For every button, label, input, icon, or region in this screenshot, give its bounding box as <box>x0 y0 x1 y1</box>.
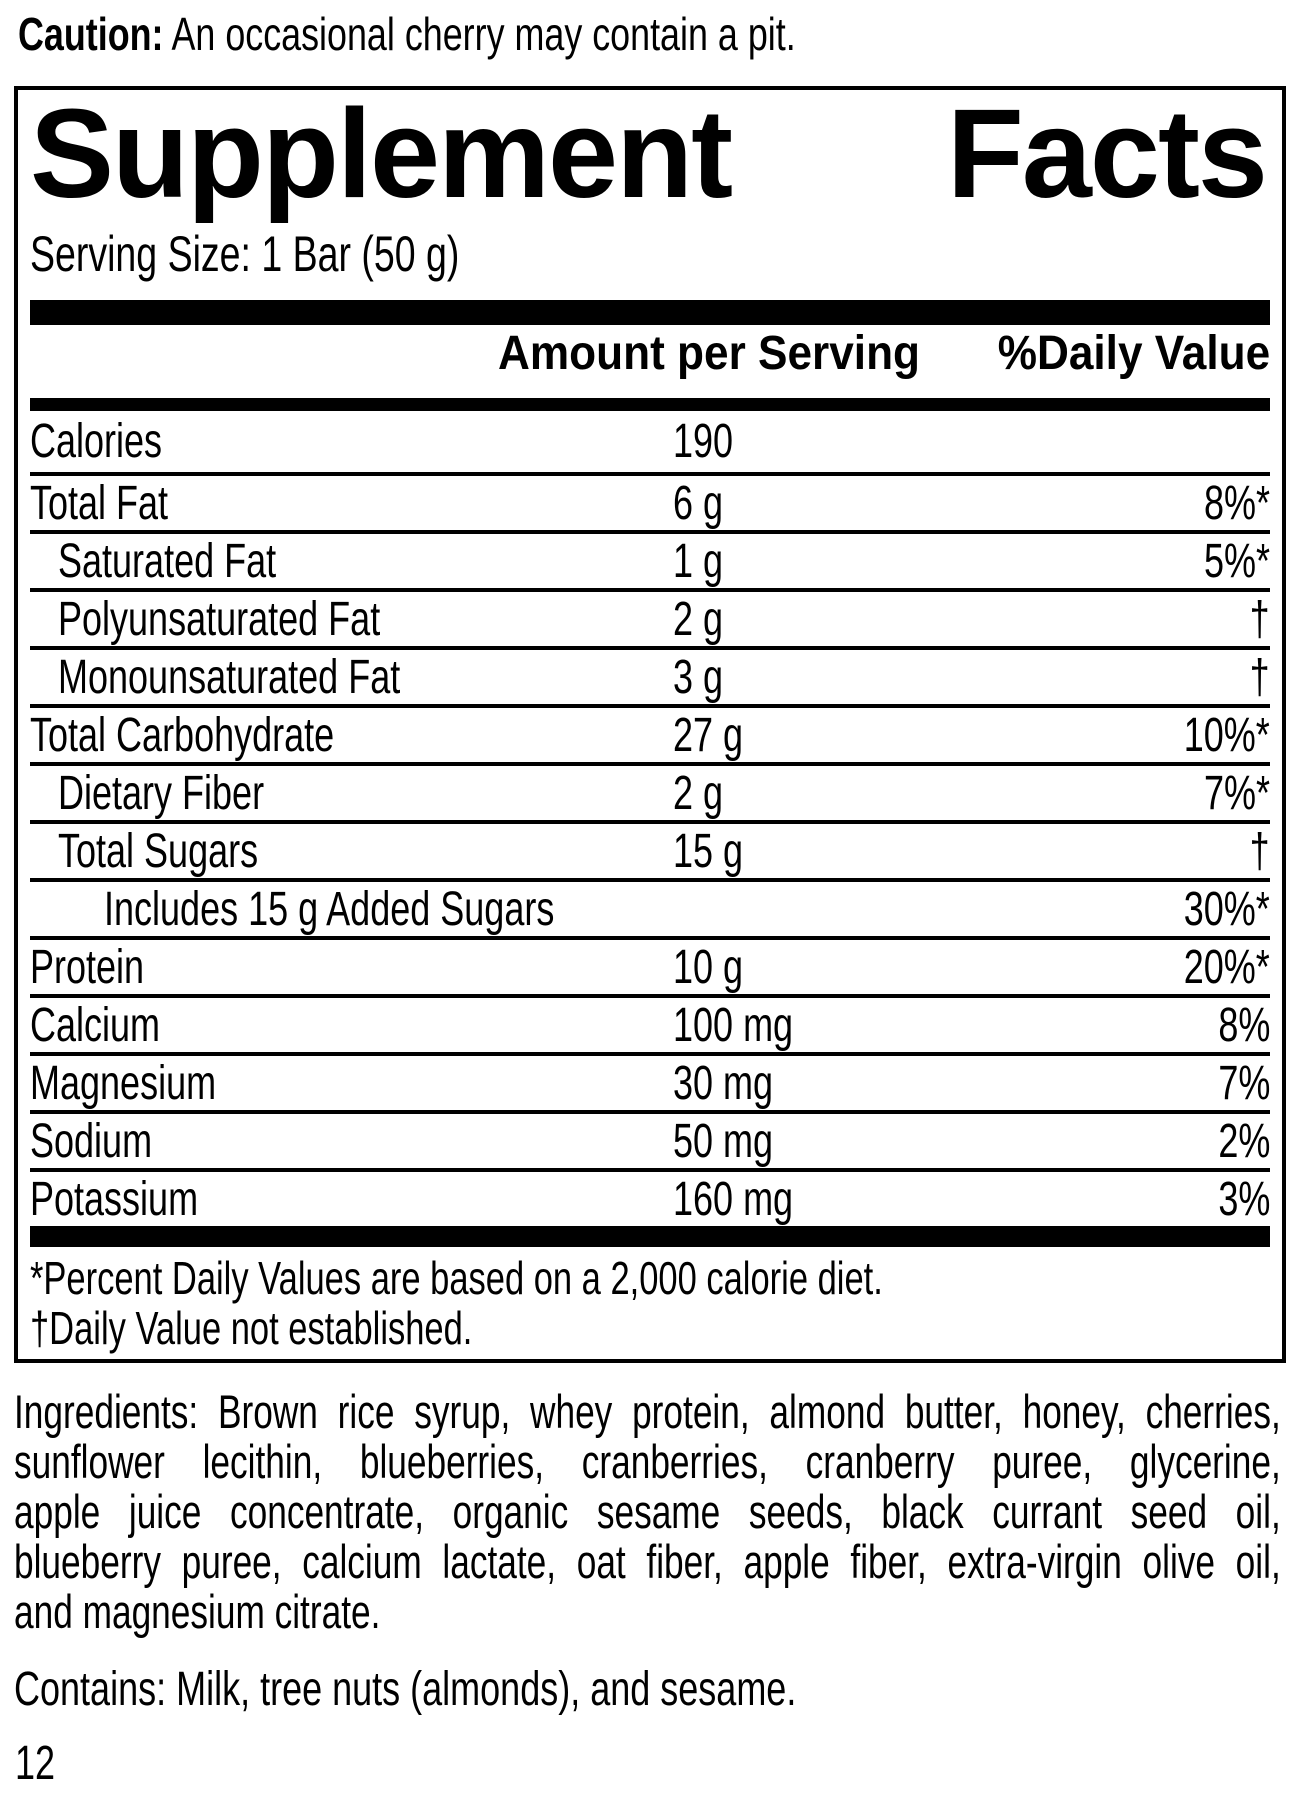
row-magnesium <box>30 1056 1270 1114</box>
row-calories <box>30 411 1270 476</box>
nutrient-label: Total Sugars <box>58 825 259 878</box>
nutrient-amount: 6 g <box>673 477 724 530</box>
contains-statement: Contains: Milk, tree nuts (almonds), and sesame. <box>14 1663 797 1716</box>
nutrient-label: Dietary Fiber <box>58 767 265 820</box>
nutrient-label: Calcium <box>30 999 161 1052</box>
column-header-amount: Amount per Serving <box>498 327 921 380</box>
nutrient-label: Total Fat <box>30 477 169 530</box>
row-calcium <box>30 998 1270 1056</box>
nutrient-daily-value: 2% <box>1217 1115 1270 1168</box>
ingredients-line: apple juice concentrate, organic sesame seeds, black currant seed oil, <box>14 1485 1281 1538</box>
nutrient-table <box>30 411 1270 1226</box>
nutrient-label: Potassium <box>30 1173 199 1226</box>
divider-thick-top <box>30 300 1270 325</box>
nutrient-daily-value: † <box>1249 651 1270 704</box>
nutrient-label: Includes 15 g Added Sugars <box>104 883 555 936</box>
ingredients-statement <box>14 1387 1294 1637</box>
nutrient-amount: 160 mg <box>673 1173 794 1226</box>
row-total-fat <box>30 476 1270 534</box>
caution-note <box>18 9 1294 59</box>
nutrient-label: Polyunsaturated Fat <box>58 593 381 646</box>
nutrient-label: Protein <box>30 941 145 994</box>
nutrient-amount: 2 g <box>673 767 724 820</box>
nutrient-label: Total Carbohydrate <box>30 709 335 762</box>
nutrient-amount: 1 g <box>673 535 724 588</box>
nutrient-daily-value: 20%* <box>1183 941 1270 994</box>
nutrient-amount: 50 mg <box>673 1115 774 1168</box>
row-potassium <box>30 1172 1270 1226</box>
contains-statement-line <box>14 1665 1294 1715</box>
nutrient-amount: 190 <box>673 415 734 468</box>
caution-label: Caution: <box>18 8 164 60</box>
nutrient-label: Sodium <box>30 1115 153 1168</box>
page <box>0 9 1294 1789</box>
nutrient-amount: 27 g <box>673 709 744 762</box>
nutrient-daily-value: † <box>1249 825 1270 878</box>
row-monounsaturated-fat <box>30 650 1270 708</box>
nutrient-label: Calories <box>30 415 163 468</box>
row-total-carbohydrate <box>30 708 1270 766</box>
nutrient-label: Saturated Fat <box>58 535 277 588</box>
page-number: 12 <box>15 1737 56 1790</box>
serving-size-line <box>30 220 1270 280</box>
page-number-line <box>15 1739 1294 1789</box>
row-protein <box>30 940 1270 998</box>
nutrient-amount: 2 g <box>673 593 724 646</box>
nutrient-daily-value: 7%* <box>1203 767 1270 820</box>
serving-size: Serving Size: 1 Bar (50 g) <box>30 226 460 282</box>
ingredients-line: sunflower lecithin, blueberries, cranberries, cranberry puree, glycerine, <box>14 1435 1281 1488</box>
nutrient-amount: 15 g <box>673 825 744 878</box>
nutrient-daily-value: 5%* <box>1203 535 1270 588</box>
divider-thick-bottom <box>30 1226 1270 1247</box>
row-polyunsaturated-fat <box>30 592 1270 650</box>
ingredients-line: Ingredients: Brown rice syrup, whey protein, almond butter, honey, cherries, <box>14 1385 1281 1438</box>
panel-title-word-facts: Facts <box>946 83 1266 224</box>
nutrient-daily-value: 30%* <box>1183 883 1270 936</box>
caution-text: An occasional cherry may contain a pit. <box>163 8 796 60</box>
supplement-facts-panel <box>14 83 1286 1363</box>
nutrient-daily-value: 3% <box>1217 1173 1270 1226</box>
panel-title-word-supplement: Supplement <box>30 83 732 224</box>
nutrient-daily-value: † <box>1249 593 1270 646</box>
nutrient-label: Magnesium <box>30 1057 217 1110</box>
nutrient-daily-value: 10%* <box>1183 709 1270 762</box>
row-added-sugars <box>30 882 1270 940</box>
nutrient-daily-value: 7% <box>1217 1057 1270 1110</box>
nutrient-amount: 100 mg <box>673 999 794 1052</box>
column-header-row <box>30 327 1270 380</box>
ingredients-line: and magnesium citrate. <box>14 1585 381 1638</box>
nutrient-amount: 3 g <box>673 651 724 704</box>
footnote-percent-daily-value: *Percent Daily Values are based on a 2,000 calorie diet. <box>30 1252 883 1304</box>
nutrient-amount: 30 mg <box>673 1057 774 1110</box>
ingredients-line: blueberry puree, calcium lactate, oat fiber, apple fiber, extra-virgin olive oil, <box>14 1535 1281 1588</box>
row-sodium <box>30 1114 1270 1172</box>
nutrient-amount: 10 g <box>673 941 744 994</box>
footnote-daily-value-not-established: †Daily Value not established. <box>30 1302 473 1354</box>
row-total-sugars <box>30 824 1270 882</box>
divider-medium <box>30 398 1270 411</box>
nutrient-daily-value: 8% <box>1217 999 1270 1052</box>
nutrient-daily-value: 8%* <box>1203 477 1270 530</box>
row-dietary-fiber <box>30 766 1270 824</box>
row-saturated-fat <box>30 534 1270 592</box>
panel-title <box>30 83 1270 224</box>
nutrient-label: Monounsaturated Fat <box>58 651 401 704</box>
column-header-daily-value: %Daily Value <box>997 327 1270 380</box>
footnotes <box>30 1253 1270 1353</box>
